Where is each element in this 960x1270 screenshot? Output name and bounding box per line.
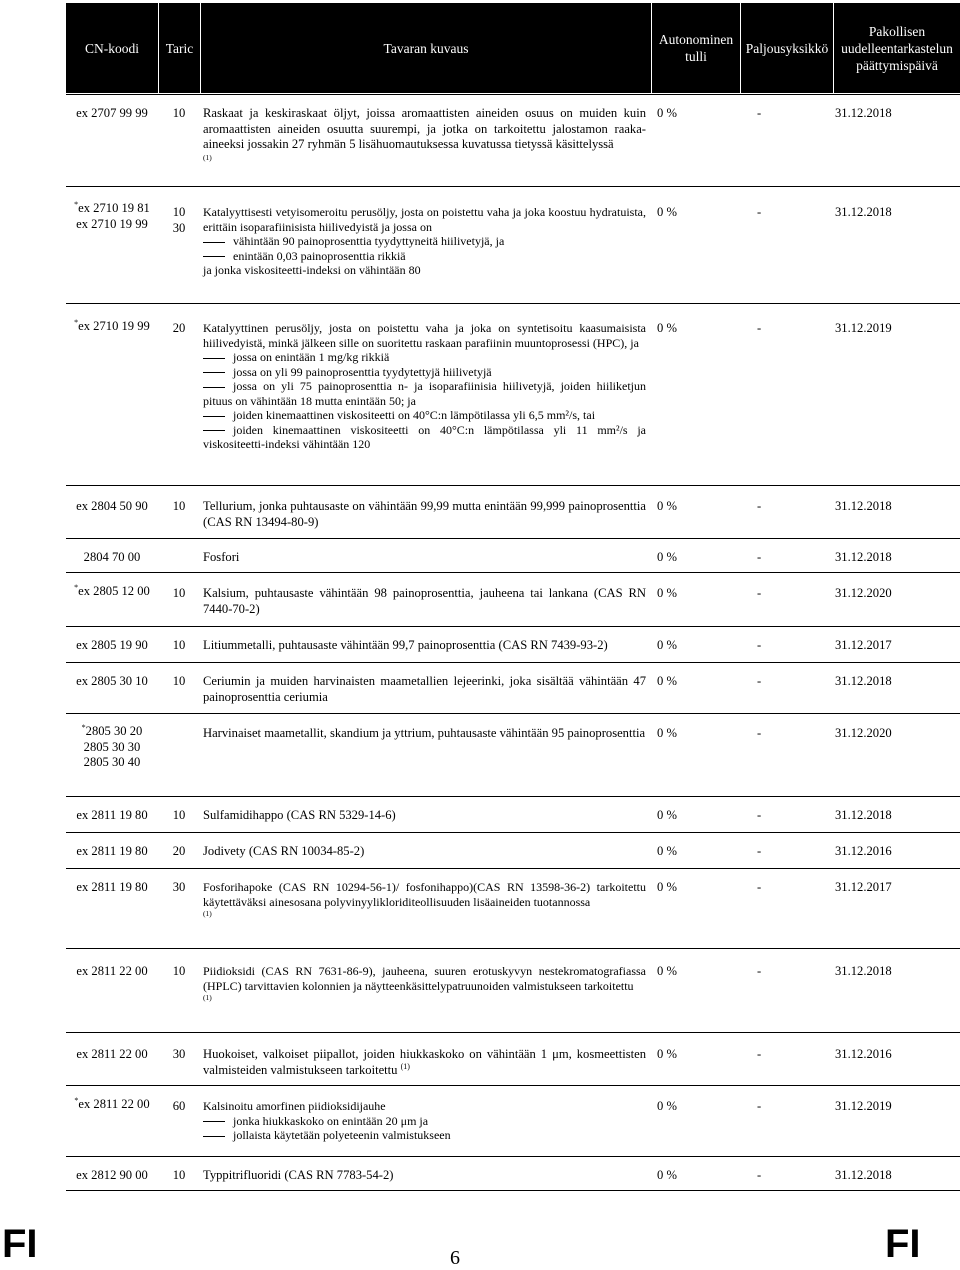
row-divider — [66, 626, 960, 627]
unit: - — [757, 106, 762, 120]
review-date: 31.12.2020 — [835, 586, 892, 600]
duty: 0 % — [657, 321, 677, 335]
cn-code: ex 2707 99 99 — [76, 106, 148, 120]
cn-code: ex 2804 50 90 — [76, 499, 148, 513]
cn-code: *ex 2805 12 00 — [74, 582, 150, 598]
unit: - — [757, 499, 762, 513]
unit: - — [757, 1099, 762, 1113]
header-description: Tavaran kuvaus — [383, 40, 469, 56]
cn-code: 2804 70 00 — [83, 550, 141, 564]
unit: - — [757, 844, 762, 858]
cn-code: ex 2805 30 10 — [76, 674, 148, 688]
taric-code: 20 — [172, 844, 186, 858]
description: Piidioksidi (CAS RN 7631-86-9), jauheena, suuren erotuskyvyn nestekromatografiassa (HPLC) tarvittavien kolonnien ja näytteenkäsittelypatruunoiden valmistukseen tarkoitettu (1) — [203, 964, 646, 1002]
footnote-marker: (1) — [400, 1061, 410, 1071]
footnote-marker: (1) — [203, 152, 212, 162]
row-divider — [66, 1085, 960, 1086]
duty: 0 % — [657, 844, 677, 858]
duty: 0 % — [657, 1168, 677, 1182]
review-date: 31.12.2018 — [835, 808, 892, 822]
duty: 0 % — [657, 808, 677, 822]
row-divider — [66, 662, 960, 663]
description: Typpitrifluoridi (CAS RN 7783-54-2) — [203, 1168, 394, 1182]
duty: 0 % — [657, 106, 677, 120]
header-review-date: Pakollisen uudelleentarkastelun päättymispäivä — [841, 23, 953, 73]
cn-code: ex 2811 19 80 — [76, 844, 148, 858]
review-date: 31.12.2016 — [835, 1047, 892, 1061]
cn-code: ex 2811 22 00 — [76, 1047, 148, 1061]
description: Harvinaiset maametallit, skandium ja yttrium, puhtausaste vähintään 95 painoprosenttia — [203, 726, 646, 740]
unit: - — [757, 205, 762, 219]
unit: - — [757, 638, 762, 652]
description: Kalsinoitu amorfinen piidioksidijauhe jonka hiukkaskoko on enintään 20 μm ja jollaista käytetään polyeteenin valmistukseen — [203, 1099, 451, 1142]
taric-code: 10 — [172, 964, 186, 978]
footnote-marker: (1) — [203, 909, 212, 918]
review-date: 31.12.2019 — [835, 1099, 892, 1113]
duty: 0 % — [657, 638, 677, 652]
unit: - — [757, 321, 762, 335]
asterisk-marker: * — [74, 582, 79, 592]
unit: - — [757, 586, 762, 600]
row-divider — [66, 538, 960, 539]
taric-code: 10 30 — [172, 205, 186, 235]
duty: 0 % — [657, 674, 677, 688]
cn-code: ex 2805 19 90 — [76, 638, 148, 652]
description: Tellurium, jonka puhtausaste on vähintään 99,99 mutta enintään 99,999 painoprosenttia (CAS RN 13494-80-9) — [203, 499, 646, 529]
cn-code: *ex 2710 19 99 — [74, 317, 150, 333]
row-divider — [66, 1032, 960, 1033]
row-divider — [66, 796, 960, 797]
taric-code: 60 — [172, 1099, 186, 1113]
duty: 0 % — [657, 499, 677, 513]
row-divider — [66, 1190, 960, 1191]
footer-country-code-right: FI — [885, 1222, 921, 1266]
duty: 0 % — [657, 1047, 677, 1061]
row-divider — [66, 832, 960, 833]
description: Ceriumin ja muiden harvinaisten maametallien lejeerinki, joka sisältää vähintään 47 painoprosenttia ceriumia — [203, 674, 646, 704]
duty: 0 % — [657, 586, 677, 600]
header-cn-code: CN-koodi — [85, 40, 139, 56]
header-taric: Taric — [165, 40, 194, 56]
description: Kalsium, puhtausaste vähintään 98 painoprosenttia, jauheena tai lankana (CAS RN 7440-70-2) — [203, 586, 646, 616]
taric-code: 10 — [172, 106, 186, 120]
asterisk-marker: * — [74, 317, 79, 327]
duty: 0 % — [657, 964, 677, 978]
cn-code: ex 2811 19 80 — [76, 808, 148, 822]
review-date: 31.12.2017 — [835, 880, 892, 894]
duty: 0 % — [657, 726, 677, 740]
unit: - — [757, 808, 762, 822]
review-date: 31.12.2018 — [835, 205, 892, 219]
header-duty: Autonominen tulli — [658, 32, 734, 64]
unit: - — [757, 726, 762, 740]
review-date: 31.12.2016 — [835, 844, 892, 858]
unit: - — [757, 674, 762, 688]
taric-code: 10 — [172, 1168, 186, 1182]
duty: 0 % — [657, 550, 677, 564]
taric-code: 10 — [172, 808, 186, 822]
taric-code: 20 — [172, 321, 186, 335]
description: Fosfori — [203, 550, 240, 564]
cn-code: *ex 2811 22 00 — [74, 1095, 150, 1111]
row-divider — [66, 948, 960, 949]
description: Raskaat ja keskiraskaat öljyt, joissa aromaattisten aineiden osuus on muiden kuin aromaattisten aineiden osuutta suurempi, ja jotka on tarkoitettu jalostamon raaka-aineeksi jossakin 27 ryhmän 5 lisähuomautuksessa kuvatussa tietyssä käsittelyssä (1) — [203, 106, 646, 162]
review-date: 31.12.2018 — [835, 550, 892, 564]
duty: 0 % — [657, 1099, 677, 1113]
unit: - — [757, 550, 762, 564]
row-divider — [66, 713, 960, 714]
cn-code: *2805 30 20 2805 30 30 2805 30 40 — [81, 722, 143, 770]
duty: 0 % — [657, 205, 677, 219]
row-divider — [66, 868, 960, 869]
review-date: 31.12.2018 — [835, 964, 892, 978]
description: Fosforihapoke (CAS RN 10294-56-1)/ fosfonihappo)(CAS RN 13598-36-2) tarkoitettu käytettäväksi ainesosana polyvinyylikloriditeollisuuden lisäaineiden tuotannossa (1) — [203, 880, 646, 918]
asterisk-marker: * — [81, 722, 86, 732]
description: Katalyyttinen perusöljy, josta on poistettu vaha ja joka on syntetisoitu kaasumaisista hiilivedyistä, minkä jälkeen sille on suoritettu raskaan parafiinin muuntoprosessi (HPC), ja jossa on enintään 1 mg/kg rikkiä jossa on yli 99 painoprosenttia tyydytettyjä hiilivetyjä jossa on yli 75 painoprosenttia n- ja isoparafiinisia hiilivetyjä, joiden hiiliketjun pituus on vähintään 18 mutta enintään 50; ja joiden kinemaattinen viskositeetti on 40°C:n lämpötilassa yli 6,5 mm²/s, tai joiden kinemaattinen viskositeetti on 40°C:n lämpötilassa yli 11 mm²/s ja viskositeetti-indeksi vähintään 120 — [203, 321, 646, 451]
taric-code: 30 — [172, 1047, 186, 1061]
description: Litiummetalli, puhtausaste vähintään 99,7 painoprosenttia (CAS RN 7439-93-2) — [203, 638, 608, 652]
cn-code: ex 2812 90 00 — [76, 1168, 148, 1182]
description: Huokoiset, valkoiset piipallot, joiden hiukkaskoko on vähintään 1 μm, kosmeettisten valmisteiden valmistukseen tarkoitettu $^{(1)}$ — [203, 1047, 646, 1077]
row-divider — [66, 186, 960, 187]
cn-code: *ex 2710 19 81 ex 2710 19 99 — [74, 199, 150, 231]
row-divider — [66, 485, 960, 486]
duty: 0 % — [657, 880, 677, 894]
review-date: 31.12.2018 — [835, 106, 892, 120]
header-unit: Paljousyksikkö — [745, 40, 829, 56]
review-date: 31.12.2018 — [835, 674, 892, 688]
description: Jodivety (CAS RN 10034-85-2) — [203, 844, 365, 858]
taric-code: 10 — [172, 638, 186, 652]
unit: - — [757, 1047, 762, 1061]
asterisk-marker: * — [74, 199, 79, 209]
taric-code: 10 — [172, 586, 186, 600]
taric-code: 10 — [172, 499, 186, 513]
review-date: 31.12.2020 — [835, 726, 892, 740]
row-divider — [66, 303, 960, 304]
cn-code: ex 2811 19 80 — [76, 880, 148, 894]
unit: - — [757, 880, 762, 894]
review-date: 31.12.2017 — [835, 638, 892, 652]
review-date: 31.12.2018 — [835, 499, 892, 513]
footer-country-code-left: FI — [2, 1222, 38, 1266]
review-date: 31.12.2018 — [835, 1168, 892, 1182]
row-divider — [66, 94, 960, 95]
description: Katalyyttisesti vetyisomeroitu perusöljy, josta on poistettu vaha ja joka koostuu hydratuista, erittäin isoparafiinisista hiilivedyistä ja jossa on vähintään 90 painoprosenttia tyydyttyneitä hiilivetyjä, ja enintään 0,03 painoprosenttia rikkiä ja jonka viskositeetti-indeksi on vähintään 80 — [203, 205, 646, 277]
table-header — [66, 3, 960, 93]
asterisk-marker: * — [74, 1095, 79, 1105]
footnote-marker: (1) — [203, 993, 212, 1002]
taric-code: 30 — [172, 880, 186, 894]
review-date: 31.12.2019 — [835, 321, 892, 335]
row-divider — [66, 572, 960, 573]
unit: - — [757, 964, 762, 978]
cn-code: ex 2811 22 00 — [76, 964, 148, 978]
row-divider — [66, 1156, 960, 1157]
description: Sulfamidihappo (CAS RN 5329-14-6) — [203, 808, 396, 822]
taric-code: 10 — [172, 674, 186, 688]
unit: - — [757, 1168, 762, 1182]
page-number: 6 — [450, 1247, 460, 1269]
